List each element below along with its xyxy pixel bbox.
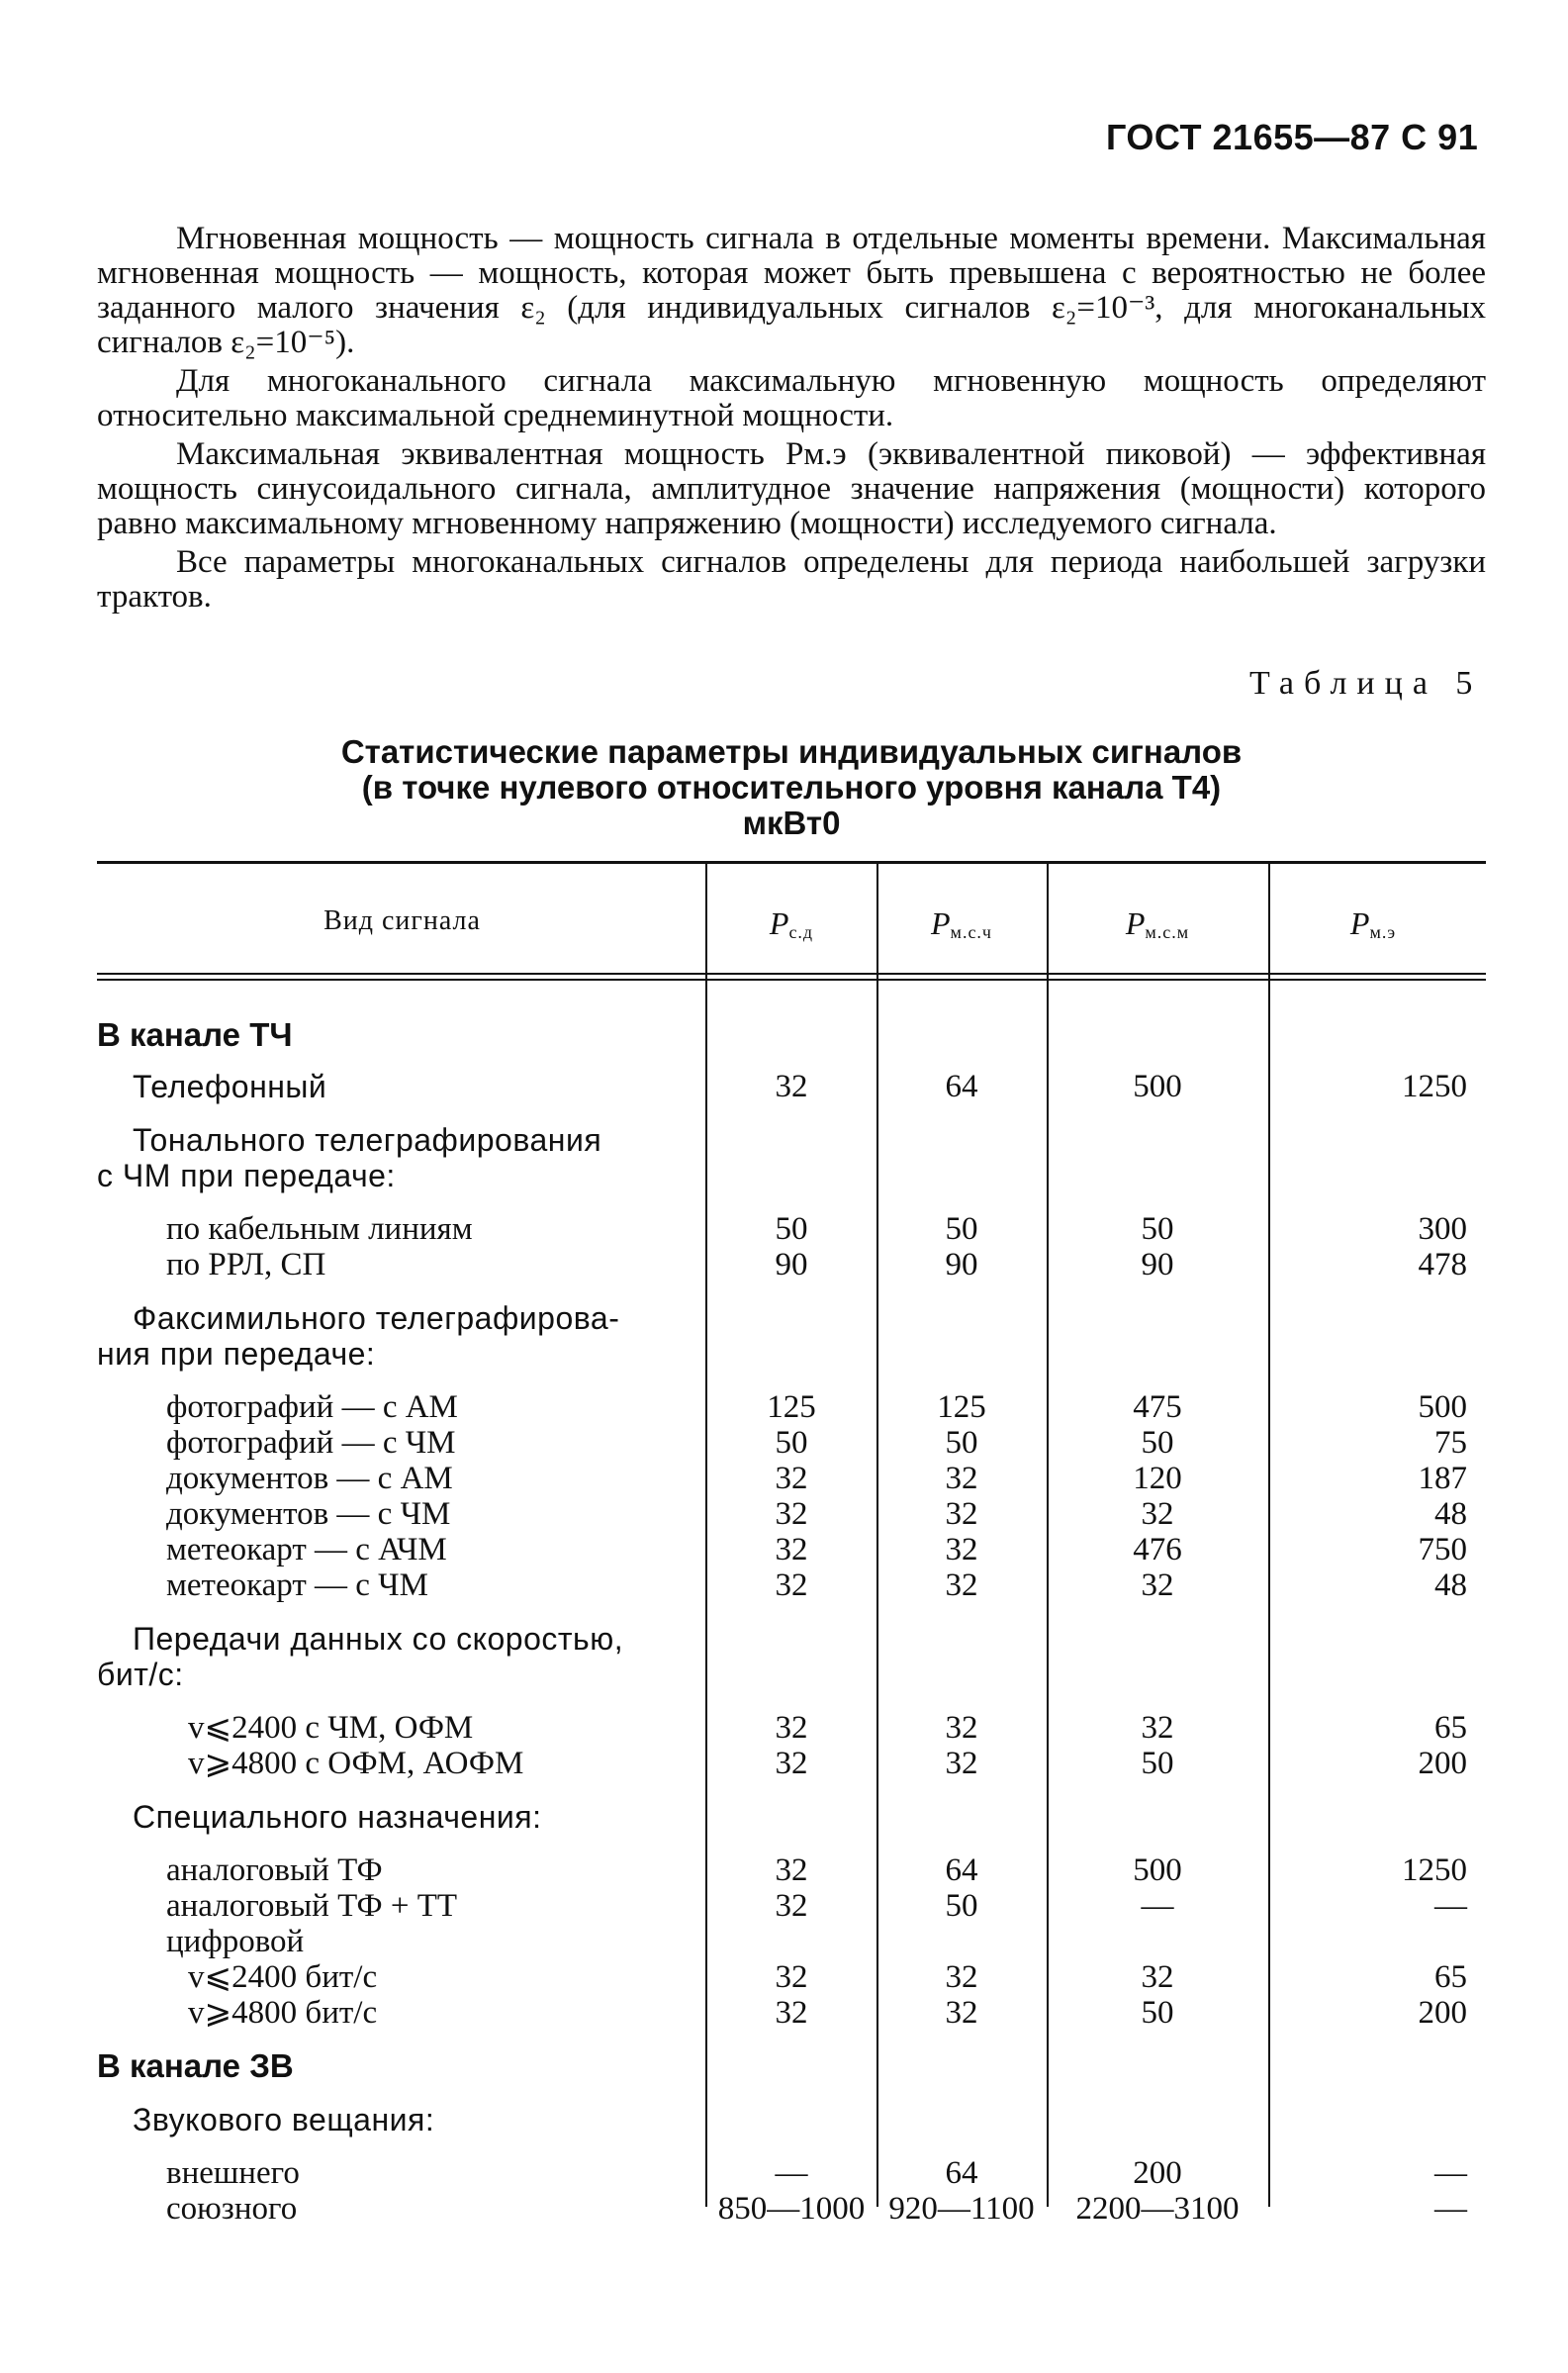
col-subscript: м.э [1369,922,1397,942]
row-label: Специального назначения: [133,1799,542,1835]
row-label: v⩾4800 с ОФМ, АОФМ [188,1746,524,1781]
cell-value: 32 [775,1959,808,1995]
cell-value: 50 [945,1888,978,1924]
cell-value: 32 [775,1532,808,1567]
cell-value: 48 [1434,1567,1467,1603]
table-row [0,1621,1568,1657]
cell-value: 920—1100 [888,2191,1035,2227]
row-label: цифровой [166,1924,305,1959]
cell-value: 125 [767,1389,816,1425]
table-row [0,1461,1568,1496]
cell-value: 187 [1418,1461,1467,1496]
row-label: Звукового вещания: [133,2102,435,2137]
table-row [0,1496,1568,1532]
table-row [0,1017,1568,1053]
cell-value: 90 [945,1247,978,1282]
table-row [0,1336,1568,1372]
table-row [0,1122,1568,1158]
body-text [97,222,1486,618]
table-row [0,1888,1568,1924]
table-row [0,1852,1568,1888]
cell-value: 32 [945,1567,978,1603]
cell-value: 32 [775,1461,808,1496]
col-header-p-sd [707,905,876,943]
col-symbol: P [931,905,951,941]
cell-value: 500 [1133,1069,1182,1104]
table-header-rule-2 [97,979,1486,981]
table-row [0,1799,1568,1835]
cell-value: 476 [1133,1532,1182,1567]
row-label: Факсимильного телеграфирова- [133,1300,620,1336]
cell-value: 1250 [1402,1852,1467,1888]
row-label: по кабельным линиям [166,1211,473,1247]
table-row [0,1069,1568,1104]
row-label: союзного [166,2191,298,2227]
cell-value: 50 [945,1425,978,1461]
page-header: ГОСТ 21655—87 С 91 [1106,117,1479,157]
cell-value: 64 [945,1069,978,1104]
cell-value: 125 [937,1389,986,1425]
cell-value: 1250 [1402,1069,1467,1104]
cell-value: — [1141,1888,1174,1924]
cell-value: 32 [775,1852,808,1888]
cell-value: — [1434,2155,1467,2191]
cell-value: 475 [1133,1389,1182,1425]
cell-value: 50 [1141,1995,1174,2031]
cell-value: — [775,2155,808,2191]
paragraph-4: Все параметры многоканальных сигналов определены для периода наибольшей загрузки трактов. [97,544,1486,615]
cell-value: 64 [945,2155,978,2191]
table-label: Таблица 5 [1249,665,1483,702]
cell-value: 32 [945,1532,978,1567]
table-row [0,1532,1568,1567]
cell-value: 500 [1133,1852,1182,1888]
row-label: аналоговый ТФ + ТТ [166,1888,458,1924]
cell-value: 32 [945,1461,978,1496]
col-header-signal: Вид сигнала [323,905,481,936]
row-label: бит/с: [97,1657,184,1692]
table-row [0,1247,1568,1282]
row-label: внешнего [166,2155,300,2191]
cell-value: 32 [1141,1959,1174,1995]
cell-value: 32 [775,1995,808,2031]
row-label: В канале ТЧ [97,1016,293,1053]
paragraph-3: Максимальная эквивалентная мощность Pм.э (эквивалентной пиковой) — эффективная мощность синусоидального сигнала, амплитудное значение напряжения (мощности) которого равно максимальному мгновенному напряжению (мощности) исследуемого сигнала. [97,436,1486,541]
col-header-p-msm [1048,905,1267,943]
table-row [0,1959,1568,1995]
table-row [0,1995,1568,2031]
cell-value: 200 [1418,1995,1467,2031]
cell-value: 200 [1418,1746,1467,1781]
cell-value: 32 [945,1995,978,2031]
cell-value: 32 [945,1710,978,1746]
table-row [0,1211,1568,1247]
cell-value: 50 [945,1211,978,1247]
col-symbol: P [1125,905,1146,941]
cell-value: 90 [1141,1247,1174,1282]
table-title [97,734,1486,841]
row-label: фотографий — с АМ [166,1389,458,1425]
col-header-p-msch [877,905,1046,943]
cell-value: 50 [775,1425,808,1461]
table-row [0,1746,1568,1781]
table-row [0,2155,1568,2191]
cell-value: — [1434,1888,1467,1924]
table-row [0,1567,1568,1603]
cell-value: 500 [1418,1389,1467,1425]
cell-value: 32 [1141,1710,1174,1746]
table-row [0,1300,1568,1336]
cell-value: 50 [1141,1746,1174,1781]
row-label: метеокарт — с ЧМ [166,1567,428,1603]
row-label: v⩽2400 с ЧМ, ОФМ [188,1710,474,1746]
cell-value: 478 [1418,1247,1467,1282]
cell-value: 300 [1418,1211,1467,1247]
paragraph-2: Для многоканального сигнала максимальную мгновенную мощность определяют относительно максимальной среднеминутной мощности. [97,363,1486,433]
table-title-line-1: Статистические параметры индивидуальных сигналов [340,733,1243,770]
row-label: аналоговый ТФ [166,1852,383,1888]
table-row [0,2048,1568,2084]
cell-value: 50 [1141,1211,1174,1247]
row-label: В канале ЗВ [97,2047,294,2084]
cell-value: 32 [775,1888,808,1924]
row-label: ния при передаче: [97,1336,376,1372]
cell-value: 48 [1434,1496,1467,1532]
cell-value: 750 [1418,1532,1467,1567]
cell-value: 32 [775,1496,808,1532]
table-row [0,1425,1568,1461]
cell-value: 32 [775,1746,808,1781]
table-row [0,1924,1568,1959]
cell-value: 32 [945,1959,978,1995]
col-symbol: P [1349,905,1370,941]
table-row [0,1657,1568,1692]
cell-value: 50 [1141,1425,1174,1461]
cell-value: 2200—3100 [1075,2191,1240,2227]
col-subscript: с.д [788,922,814,942]
table-title-unit: мкВт0 [742,805,841,841]
cell-value: 32 [945,1496,978,1532]
cell-value: 32 [775,1567,808,1603]
row-label: с ЧМ при передаче: [97,1158,396,1193]
cell-value: 32 [775,1069,808,1104]
row-label: v⩾4800 бит/с [188,1995,378,2031]
table-title-line-2: (в точке нулевого относительного уровня канала Т4) [361,769,1222,806]
row-label: v⩽2400 бит/с [188,1959,378,1995]
cell-value: 32 [945,1746,978,1781]
table-row [0,1389,1568,1425]
row-label: по РРЛ, СП [166,1247,326,1282]
table-row [0,1158,1568,1193]
col-subscript: м.с.м [1145,922,1190,942]
row-label: фотографий — с ЧМ [166,1425,456,1461]
table-top-rule [97,861,1486,864]
row-label: документов — с ЧМ [166,1496,451,1532]
cell-value: 50 [775,1211,808,1247]
cell-value: 75 [1434,1425,1467,1461]
cell-value: 65 [1434,1959,1467,1995]
col-subscript: м.с.ч [950,922,992,942]
cell-value: 64 [945,1852,978,1888]
row-label: Телефонный [133,1069,327,1104]
cell-value: 65 [1434,1710,1467,1746]
row-label: Передачи данных со скоростью, [133,1621,624,1657]
col-symbol: P [769,905,789,941]
paragraph-1: Мгновенная мощность — мощность сигнала в отдельные моменты времени. Максимальная мгновенная мощность — мощность, которая может быть превышена с вероятностью не более заданного малого значения ε₂ (для индивидуальных сигналов ε₂=10⁻³, для многоканальных сигналов ε₂=10⁻⁵). [97,221,1486,360]
row-label: документов — с АМ [166,1461,453,1496]
table-row [0,2191,1568,2227]
cell-value: — [1434,2191,1467,2227]
cell-value: 200 [1133,2155,1182,2191]
cell-value: 32 [775,1710,808,1746]
table-row [0,1710,1568,1746]
cell-value: 90 [775,1247,808,1282]
cell-value: 850—1000 [717,2191,866,2227]
cell-value: 120 [1133,1461,1182,1496]
table-header-rule [97,973,1486,975]
col-header-p-me [1269,905,1477,943]
row-label: Тонального телеграфирования [133,1122,602,1158]
cell-value: 32 [1141,1496,1174,1532]
table-row [0,2102,1568,2137]
cell-value: 32 [1141,1567,1174,1603]
row-label: метеокарт — с АЧМ [166,1532,447,1567]
